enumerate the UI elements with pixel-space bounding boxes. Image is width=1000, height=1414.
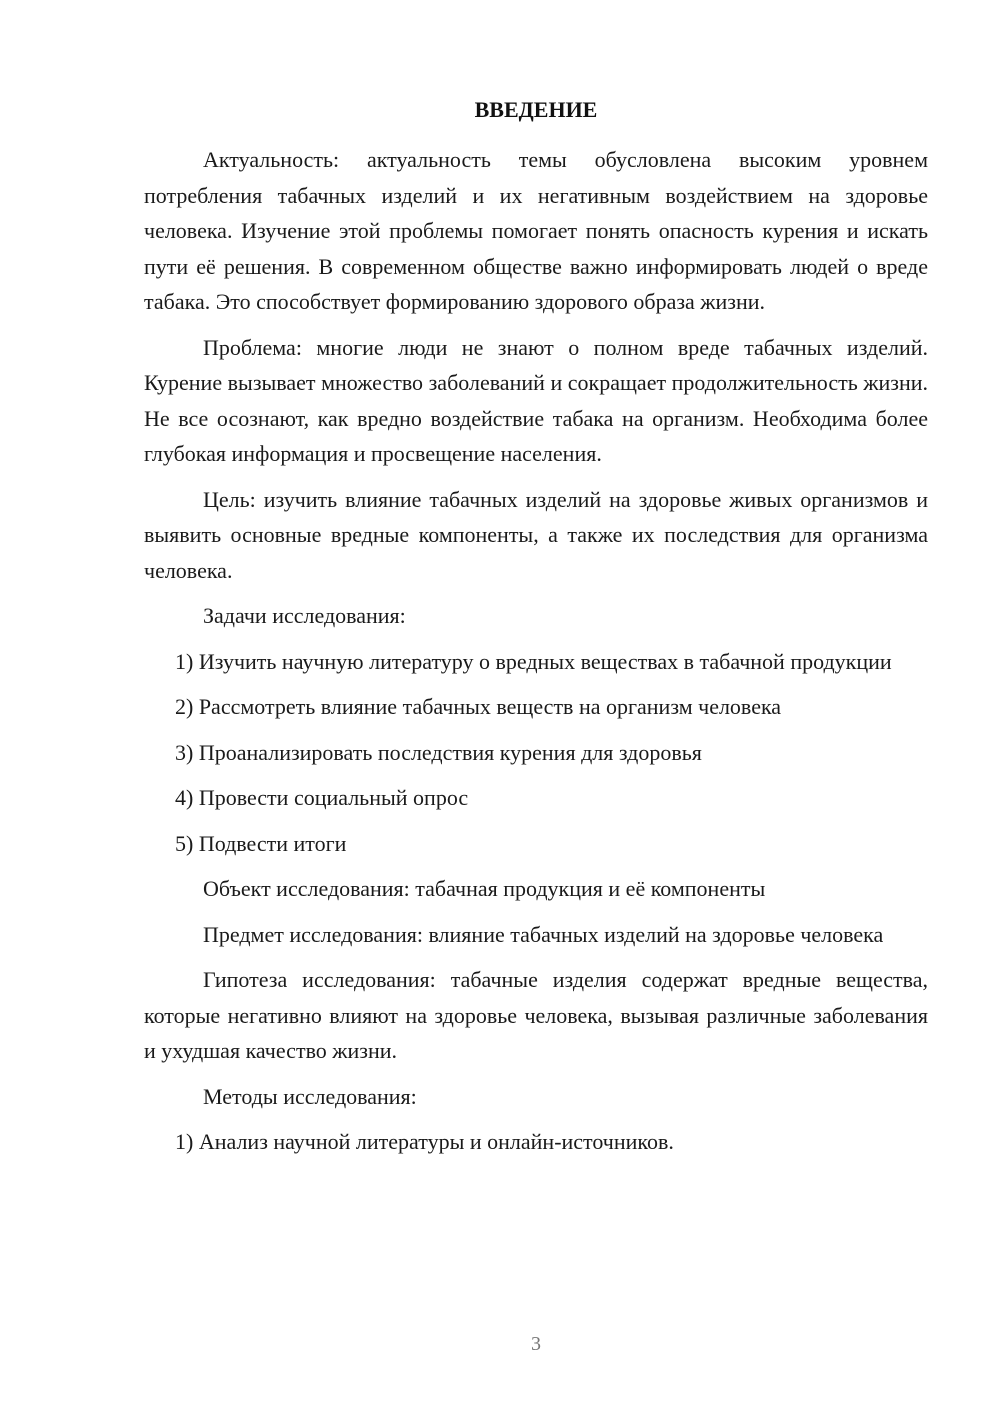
page-number: 3 [531,1333,541,1355]
relevance-paragraph: Актуальность: актуальность темы обусловлена высоким уровнем потребления табачных изделий и их негативным воздействием на здоровье человека. Изучение этой проблемы помогает понять опасность курения и искать пути её решения. В современном обществе важно информировать людей о вреде табака. Это способствует формированию здорового образа жизни. [144,147,928,314]
hypothesis-paragraph: Гипотеза исследования: табачные изделия содержат вредные вещества, которые негативно влияют на здоровье человека, вызывая различные заболевания и ухудшая качество жизни. [144,967,928,1063]
tasks-list [144,644,928,862]
page-title: ВВЕДЕНИЕ [474,97,598,122]
methods-list [144,1124,928,1160]
problem-paragraph: Проблема: многие люди не знают о полном вреде табачных изделий. Курение вызывает множество заболеваний и сокращает продолжительность жизни. Не все осознают, как вредно воздействие табака на организм. Необходима более глубокая информация и просвещение населения. [144,334,928,466]
goal-paragraph: Цель: изучить влияние табачных изделий на здоровье живых организмов и выявить основные вредные компоненты, а также их последствия для организма человека. [144,486,928,583]
list-item-task-2: 2) Рассмотреть влияние табачных веществ на организм человека [175,694,782,719]
object-paragraph: Объект исследования: табачная продукция и её компоненты [203,876,766,901]
methods-heading: Методы исследования: [203,1083,417,1109]
list-item-task-1: 1) Изучить научную литературу о вредных веществах в табачной продукции [175,648,892,674]
page-content [144,92,928,1170]
subject-paragraph: Предмет исследования: влияние табачных изделий на здоровье человека [203,921,884,947]
tasks-heading: Задачи исследования: [203,603,406,628]
list-item-task-5: 5) Подвести итоги [175,830,347,856]
list-item-task-3: 3) Проанализировать последствия курения для здоровья [175,739,702,765]
list-item-method-1: 1) Анализ научной литературы и онлайн-источников. [175,1129,674,1154]
list-item-task-4: 4) Провести социальный опрос [175,785,469,810]
